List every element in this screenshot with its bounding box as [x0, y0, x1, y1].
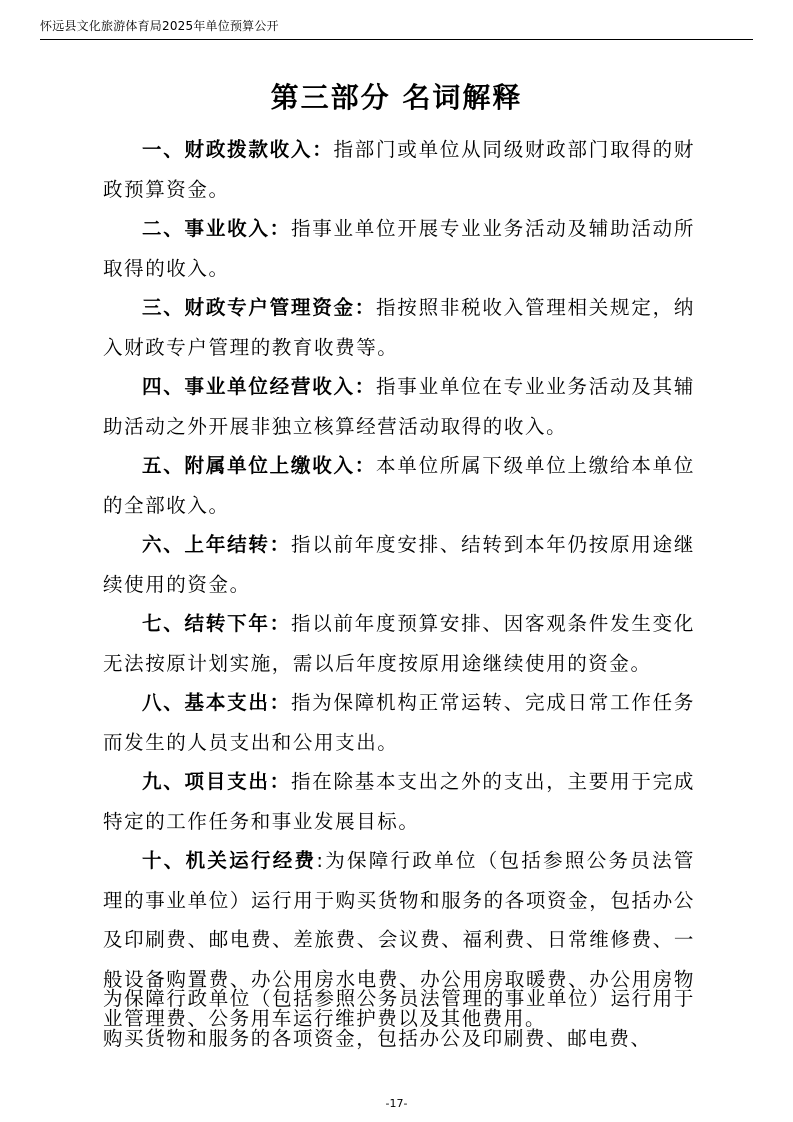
definition-text: 指事业单位在专业业务活动及其辅助活动之外开展非独立核算经营活动取得的收入。	[103, 375, 695, 438]
definition-term: 一、财政拨款收入：	[142, 138, 334, 161]
definition-term: 七、结转下年：	[142, 612, 291, 635]
page-header: 怀远县文化旅游体育局2025年单位预算公开	[40, 19, 279, 33]
definition-term: 八、基本支出：	[142, 691, 291, 714]
definition-term: 十、机关运行经费	[142, 849, 317, 872]
definition-text: 指以前年度预算安排、因客观条件发生变化无法按原计划实施，需以后年度按原用途继续使用的资金。	[103, 612, 695, 675]
definition-item	[103, 762, 695, 841]
definition-text: 指部门或单位从同级财政部门取得的财政预算资金。	[103, 138, 695, 201]
definition-text: 指以前年度安排、结转到本年仍按原用途继续使用的资金。	[103, 533, 695, 596]
trailing-paragraph: 为保障行政单位（包括参照公务员法管理的事业单位）运行用于购买货物和服务的各项资金，包括办公及印刷费、邮电费、	[103, 987, 695, 1050]
definition-item	[103, 683, 695, 762]
definition-item	[103, 209, 695, 288]
definition-text: 本单位所属下级单位上缴给本单位的全部收入。	[103, 454, 695, 517]
definitions-body	[103, 130, 695, 1039]
definition-item	[103, 446, 695, 525]
definition-text: 指按照非税收入管理相关规定，纳入财政专户管理的教育收费等。	[103, 296, 695, 359]
definition-item	[103, 367, 695, 446]
section-title: 第三部分 名词解释	[270, 81, 523, 114]
definition-term: 五、附属单位上缴收入：	[142, 454, 377, 477]
definition-term: 九、项目支出：	[142, 770, 291, 793]
definition-text: 指在除基本支出之外的支出，主要用于完成特定的工作任务和事业发展目标。	[103, 770, 695, 833]
header-divider	[40, 39, 753, 40]
definition-text: 指为保障机构正常运转、完成日常工作任务而发生的人员支出和公用支出。	[103, 691, 695, 754]
page-number: -17-	[385, 1097, 408, 1110]
definition-term: 六、上年结转：	[142, 533, 291, 556]
definition-text: :为保障行政单位（包括参照公务员法管理的事业单位）运行用于购买货物和服务的各项资金，包括办公及印刷费、邮电费、差旅费、会议费、福利费、日常维修费、一般设备购置费、办公用房水电费、办公用房取暖费、办公用房物业管理费、公务用车运行维护费以及其他费用。	[103, 849, 695, 1030]
definition-item	[103, 288, 695, 367]
trailing-block	[103, 979, 695, 1058]
definition-term: 三、财政专户管理资金：	[142, 296, 377, 319]
definition-text: 指事业单位开展专业业务活动及辅助活动所取得的收入。	[103, 217, 695, 280]
definition-item	[103, 525, 695, 604]
definition-item	[103, 130, 695, 209]
definition-item	[103, 604, 695, 683]
definition-term: 四、事业单位经营收入：	[142, 375, 377, 398]
definition-term: 二、事业收入：	[142, 217, 291, 240]
